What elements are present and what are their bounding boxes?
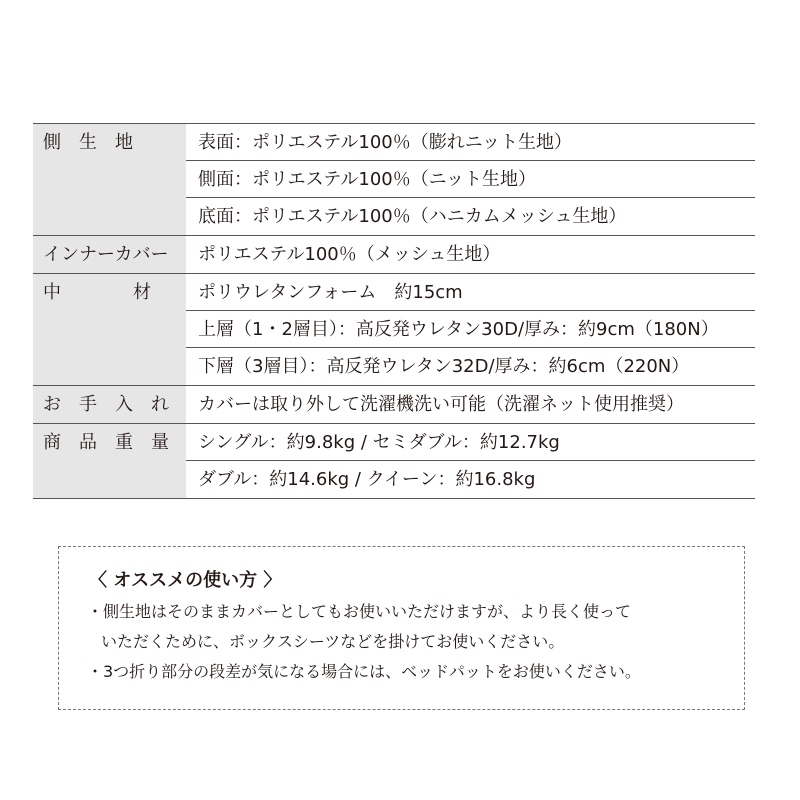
- spec-values: [186, 386, 755, 423]
- spec-values: [186, 274, 755, 385]
- spec-row-core-material: [33, 274, 755, 386]
- recommendation-item: ・3つ折り部分の段差が気になる場合には、ベッドパットをお使いください。: [87, 662, 641, 681]
- spec-label: インナーカバー: [33, 236, 186, 273]
- spec-row-weight: [33, 424, 755, 498]
- spec-row-care: [33, 386, 755, 424]
- spec-row-side-fabric: [33, 124, 755, 236]
- spec-row-inner-cover: [33, 236, 755, 274]
- spec-label: 側 生 地: [33, 124, 186, 235]
- spec-values: [186, 424, 755, 498]
- spec-values: [186, 236, 755, 273]
- spec-value: カバーは取り外して洗濯機洗い可能（洗濯ネット使用推奨）: [198, 394, 684, 415]
- spec-value: 底面：ポリエステル100％（ハニカムメッシュ生地）: [198, 206, 627, 227]
- spec-label: 中 材: [33, 274, 186, 385]
- spec-label: お 手 入 れ: [33, 386, 186, 423]
- spec-value: ポリウレタンフォーム 約15cm: [186, 274, 755, 311]
- spec-table: [33, 123, 755, 499]
- spec-value: 上層（1・2層目）：高反発ウレタン30D/厚み：約9cm（180N）: [186, 311, 755, 348]
- recommendation-item: ・側生地はそのままカバーとしてもお使いいただけますが、より長く使って: [87, 602, 632, 621]
- spec-value: ダブル：約14.6kg / クイーン：約16.8kg: [198, 469, 536, 490]
- spec-value: 表面：ポリエステル100％（膨れニット生地）: [186, 124, 755, 161]
- spec-value: ポリエステル100％（メッシュ生地）: [198, 244, 501, 265]
- spec-value: 側面：ポリエステル100％（ニット生地）: [186, 161, 755, 198]
- recommendation-item-text: いただくために、ボックスシーツなどを掛けてお使いください。: [101, 632, 565, 651]
- spec-label: 商 品 重 量: [33, 424, 186, 498]
- spec-value: 下層（3層目）：高反発ウレタン32D/厚み：約6cm（220N）: [198, 356, 690, 377]
- spec-values: [186, 124, 755, 235]
- recommendation-box: [58, 546, 745, 710]
- recommendation-title: 〈 オススメの使い方 〉: [89, 570, 282, 591]
- recommendation-item-continuation: [87, 627, 564, 657]
- spec-value: シングル：約9.8kg / セミダブル：約12.7kg: [186, 424, 755, 461]
